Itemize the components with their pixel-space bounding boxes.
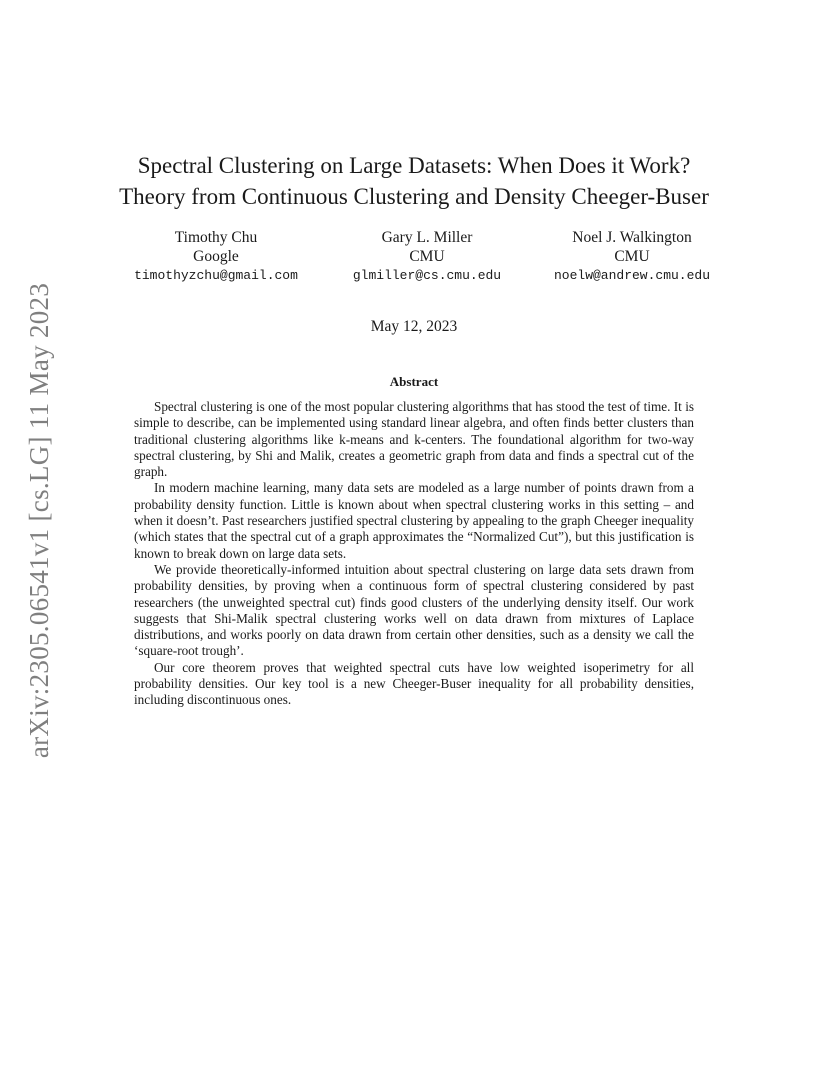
author-1: [110, 228, 322, 285]
title-line-1: Spectral Clustering on Large Datasets: When Does it Work?: [137, 153, 691, 178]
publication-date: May 12, 2023: [370, 318, 458, 335]
author-email: noelw@andrew.cmu.edu: [553, 268, 711, 283]
author-name: Timothy Chu: [174, 229, 258, 246]
author-block: [110, 228, 730, 288]
author-affiliation: Google: [193, 248, 239, 265]
arxiv-identifier-text: arXiv:2305.06541v1 [cs.LG] 11 May 2023: [24, 282, 55, 758]
abstract-paragraph-3: We provide theoretically-informed intuition about spectral clustering on large data sets drawn from probability densities, by proving when a continuous form of spectral clustering considered by past researchers (the unweighted spectral cut) finds good clusters of the underlying density itself. Our work suggests that Shi-Malik spectral clustering works well on data drawn from mixtures of Laplace distributions, and works poorly on data drawn from certain other densities, such as a density we call the ‘square-root trough’.: [134, 561, 694, 659]
author-name: Gary L. Miller: [381, 229, 473, 246]
author-3: [532, 228, 732, 285]
title-line-2: Theory from Continuous Clustering and Density Cheeger-Buser: [119, 184, 709, 209]
author-email: timothyzchu@gmail.com: [134, 268, 298, 283]
abstract-body: [134, 399, 694, 709]
abstract-paragraph-2: In modern machine learning, many data sets are modeled as a large number of points drawn from a probability density function. Little is known about when spectral clustering works in this setting – and when it doesn’t. Past researchers justified spectral clustering by appealing to the graph Cheeger inequality (which states that the spectral cut of a graph approximates the “Normalized Cut”), but this justification is known to break down on large data sets.: [134, 480, 694, 561]
author-name: Noel J. Walkington: [572, 229, 692, 246]
author-affiliation: CMU: [409, 248, 445, 265]
author-2: [322, 228, 532, 285]
arxiv-identifier-stamp: [20, 280, 60, 760]
abstract-paragraph-4: Our core theorem proves that weighted spectral cuts have low weighted isoperimetry for all probability densities. Our key tool is a new Cheeger-Buser inequality for all probability densities, including discontinuous ones.: [134, 659, 694, 708]
author-affiliation: CMU: [614, 248, 650, 265]
author-email: glmiller@cs.cmu.edu: [352, 268, 502, 283]
abstract-paragraph-1: Spectral clustering is one of the most popular clustering algorithms that has stood the test of time. It is simple to describe, can be implemented using standard linear algebra, and often finds better clusters than traditional clustering algorithms like k-means and k-centers. The foundational algorithm for two-way spectral clustering, by Shi and Malik, creates a geometric graph from data and finds a spectral cut of the graph.: [134, 399, 694, 480]
abstract-heading: Abstract: [389, 374, 439, 389]
paper-title: [80, 150, 748, 212]
